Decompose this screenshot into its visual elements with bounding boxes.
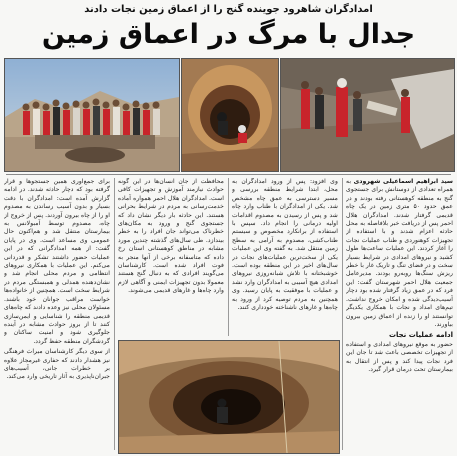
column-text: وی افزود: پس از ورود امدادگران به محل، ابتدا شرایط منطقه بررسی و مسیر دسترسی به عمق چاه مشخص شد. یکی از امدادگران با طناب وارد چاه شد و پس از رسیدن به مصدوم اقدامات اولیه درمانی را انجام داد. سپس با استفاده از برانکارد مخصوص و سیستم طناب‌کشی، مصدوم به آرامی به سطح زمین منتقل شد. به گفته وی این عملیات یکی از سخت‌ترین عملیات‌های نجات در سال‌های اخیر در این منطقه بوده است. خوشبختانه با تلاش شبانه‌روزی نیروهای امدادی هیچ آسیبی به امدادگران وارد نشد و عملیات با موفقیت به پایان رسید. وی همچنین به مردم توصیه کرد از ورود به چاه‌ها و غارهای ناشناخته خودداری کنند.	[232, 178, 338, 312]
cave-entrance-photo	[181, 58, 279, 172]
article-headline: جدال با مرگ در اعماق زمین	[41, 19, 416, 50]
article-column-1	[346, 178, 453, 452]
rescuers-group-photo	[4, 58, 180, 172]
rescue-operation-photo	[280, 58, 455, 172]
column-text: از سوی دیگر کارشناسان میراث فرهنگی نیز هشدار دادند که حفاری غیرمجاز علاوه بر خطرات جانی، آسیب‌های جبران‌ناپذیری به آثار تاریخی وارد می‌کند.	[4, 348, 110, 381]
column-text: به همراه تعدادی از دوستانش برای جستجوی گنج به منطقه کوهستانی رفته بودند و در عمق حدود ۵۰ متری زمین در یک چاه قدیمی گرفتار شدند. امدادگران هلال احمر پس از دریافت خبر بلافاصله به محل حادثه اعزام شدند و با استفاده از تجهیزات کوهنوردی و طناب عملیات نجات را آغاز کردند. این عملیات ساعت‌ها طول کشید و نیروهای امدادی در شرایط بسیار سخت و در فضای تنگ و تاریک غار با خطر ریزش سنگ‌ها روبه‌رو بودند. مدیرعامل جمعیت هلال احمر شهرستان گفت: این فرد که در عمق زیاد گرفتار شده بود دچار آسیب‌دیدگی شده و امکان خروج نداشت. تیم‌های امداد و نجات با همکاری یکدیگر توانستند او را زنده از اعماق زمین بیرون بیاورند.	[346, 178, 453, 328]
article-column-2	[232, 178, 338, 336]
column-divider	[114, 178, 115, 450]
column-divider	[228, 178, 229, 336]
article-column-4	[4, 178, 110, 452]
column-text: برای جمع‌آوری همین جستجوها و قرار گرفته بود که دچار حادثه شدند. در ادامه گزارش آمده است: امدادگران با دقت بسیار و بدون آسیب رساندن به مصدوم او را از چاه بیرون آوردند. پس از خروج از چاه، مصدوم توسط آمبولانس به بیمارستان منتقل شد و هم‌اکنون حال عمومی وی مساعد است. وی در پایان گفت: از همه امدادگرانی که در این عملیات حضور داشتند تشکر و قدردانی می‌کنم. این عملیات با همکاری نیروهای انتظامی و مردم محلی انجام شد و نشان‌دهنده همدلی و همبستگی مردم در شرایط سخت است. همچنین از خانواده‌ها خواست مراقب جوانان خود باشند. مسئولان محلی نیز وعده دادند که چاه‌های قدیمی منطقه را شناسایی و ایمن‌سازی کنند تا از بروز حوادث مشابه در آینده جلوگیری شود و امنیت ساکنان و گردشگران منطقه حفظ گردد.	[4, 178, 110, 345]
article-kicker: امدادگران شاهرود جوینده گنج را از اعماق زمین نجات دادند	[84, 4, 373, 15]
article-column-3	[118, 178, 224, 336]
column-text: محافظت از جان انسان‌ها در این گونه حوادث نیازمند آموزش و تجهیزات کافی است. امدادگران هلال احمر همواره آماده خدمت‌رسانی به مردم در شرایط بحرانی هستند. این حادثه بار دیگر نشان داد که جستجوی گنج و ورود به مکان‌های خطرناک می‌تواند جان افراد را به خطر بیندازد. طی سال‌های گذشته چندین مورد مشابه در مناطق کوهستانی استان رخ داده که متاسفانه برخی از آنها منجر به فوت افراد شده است. کارشناسان می‌گویند افرادی که به دنبال گنج هستند معمولا بدون تجهیزات ایمنی و آگاهی لازم وارد چاه‌ها و غارهای قدیمی می‌شوند.	[118, 178, 224, 295]
column-subheading: ادامه عملیات نجات	[388, 331, 453, 340]
column-text: حضور به موقع نیروهای امدادی و استفاده از تجهیزات تخصصی باعث شد تا جان این فرد نجات پیدا کند و پس از انتقال به بیمارستان تحت درمان قرار گیرد.	[346, 340, 453, 373]
photo-divider	[6, 174, 451, 175]
column-lead: سید ابراهیم اسماعیلی شهرودی	[353, 178, 453, 185]
cave-interior-photo	[118, 340, 340, 454]
column-divider	[342, 178, 343, 450]
